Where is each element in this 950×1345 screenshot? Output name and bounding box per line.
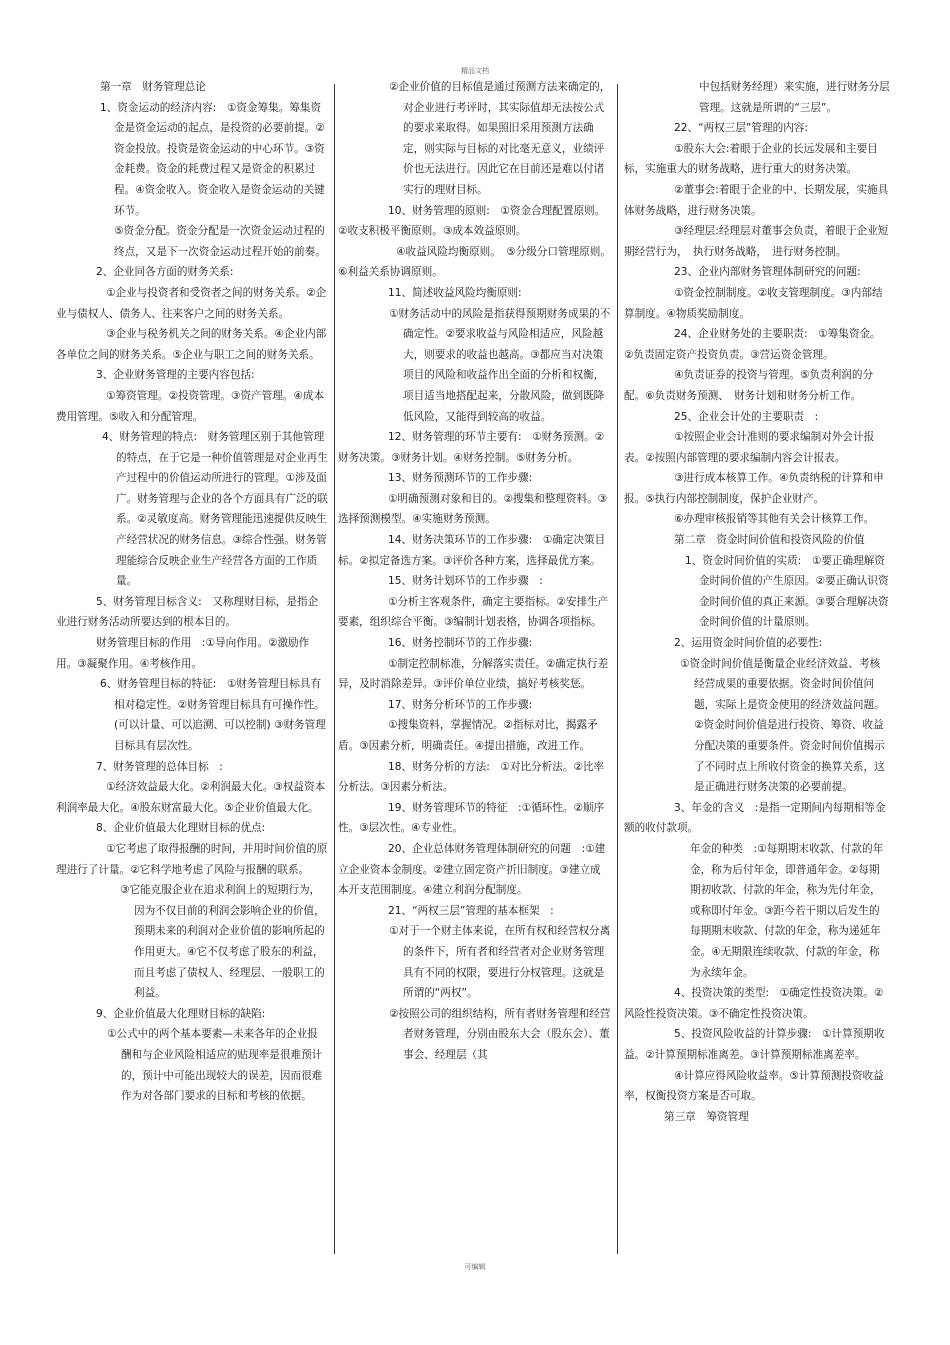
section-heading: 21、“两权三层”管理的基本框架 : xyxy=(388,904,554,917)
column-1 xyxy=(56,77,331,1107)
paragraph: 12、财务管理的环节主要有: ①财务预测。②财务决策。③财务计划。④财务控制。⑤财务分析。 xyxy=(338,431,605,464)
paragraph: ①公式中的两个基本要素—未来各年的企业报酬和与企业风险相适应的贴现率是很难预计的，预计中可能出现较大的误差，因而很难作为对各部门要求的目标和考核的依据。 xyxy=(107,1028,323,1103)
paragraph: ①资金时间价值是衡量企业经济效益、考核经营成果的重要依据。资金时间价值问题，实际上是资金使用的经济效益问题。②资金时间价值是进行投资、筹资、收益分配决策的重要条件。资金时间价值揭示了不同时点上所收付资金的换算关系，这是正确进行财务决策的必要前提。 xyxy=(680,657,885,794)
column-divider xyxy=(617,84,618,1254)
paragraph: ①制定控制标准，分解落实责任。②确定执行差异，及时消除差异。③评价单位业绩，搞好考核奖惩。 xyxy=(338,657,609,691)
page-footer: 可编辑 xyxy=(464,1263,486,1271)
paragraph: ①经济效益最大化。②利润最大化。③权益资本利润率最大化。④股东财富最大化。⑤企业价值最大化。 xyxy=(56,781,326,814)
paragraph: ①按照企业会计准则的要求编制对外会计报表。②按照内部管理的要求编制内容会计报表。 xyxy=(624,431,875,464)
section-heading: 13、财务预测环节的工作步骤: xyxy=(388,472,533,485)
paragraph: ②企业价值的目标值是通过预测方法来确定的，对企业进行考评时，其实际值却无法按公式的要求来取得。如果照旧采用预测方法确定，则实际与目标的对比毫无意义，业绩评价也无法进行。因此它在目前还是难以付诸实行的理财目标。 xyxy=(389,81,611,196)
chapter-title: 第一章 财务管理总论 xyxy=(100,81,206,93)
paragraph: 中包括财务经理）来实施，进行财务分层管理。这就是所谓的“三层”。 xyxy=(699,81,890,114)
paragraph: ③它能克服企业在追求利润上的短期行为，因为不仅目前的利润会影响企业的价值，预期未来的利润对企业价值的影响所起的作用更大。④它不仅考虑了股东的利益，而且考虑了债权人、经理层、一般职工的利益。 xyxy=(120,884,325,1000)
paragraph: ③进行成本核算工作。④负责纳税的计算和申报。⑤执行内部控制制度，保护企业财产。 xyxy=(624,472,884,505)
paragraph: 5、投资风险收益的计算步骤: ①计算预期收益。②计算预期标准离差。③计算预期标准离差率。 xyxy=(624,1028,885,1061)
paragraph: 10、财务管理的原则: ①资金合理配置原则。②收支积极平衡原则。③成本效益原则。 xyxy=(338,204,606,238)
paragraph: 6、财务管理目标的特征: ①财务管理目标具有相对稳定性。②财务管理目标具有可操作性。 (可以计量、可以追溯、可以控制) ③财务管理目标具有层次性。 xyxy=(100,678,331,752)
paragraph: ④负责证券的投资与管理。⑤负责利润的分配。⑥负责财务预测、 财务计划和财务分析工作。 xyxy=(624,369,874,402)
paragraph: ①它考虑了取得报酬的时间，并用时间价值的原理进行了计量。②它科学地考虑了风险与报酬的联系。 xyxy=(56,842,328,876)
paragraph: 20、企业总体财务管理体制研究的问题 :①建立企业资本金制度。②建立固定资产折旧制度。③建立成本开支范围制度。④建立利润分配制度。 xyxy=(338,842,606,897)
section-heading: 7、财务管理的总体目标 : xyxy=(96,760,223,773)
paragraph: 4、投资决策的类型: ①确定性投资决策。②风险性投资决策。③不确定性投资决策。 xyxy=(624,987,884,1020)
section-heading: 9、企业价值最大化理财目标的缺陷: xyxy=(96,1007,266,1020)
page-header: 精品文档 xyxy=(461,67,489,75)
paragraph: 1、资金时间价值的实质: ①要正确理解资金时间价值的产生原因。②要正确认识资金时间价值的真正来源。③要合理解决资金时间价值的计量原则。 xyxy=(685,554,889,629)
section-heading: 2、企业同各方面的财务关系: xyxy=(96,266,234,279)
column-2 xyxy=(338,77,611,1066)
paragraph: 年金的种类 :①每期期末收款、付款的年金，称为后付年金，即普通年金。②每期期初收款、付款的年金，称为先付年金，或称即付年金。③距今若干期以后发生的每期期末收款、付款的年金，称为递延年金。④无期限连续收款、付款的年金，称为永续年金。 xyxy=(690,842,884,979)
section-heading: 17、财务分析环节的工作步骤: xyxy=(388,698,533,711)
paragraph: ③企业与税务机关之间的财务关系。④企业内部各单位之间的财务关系。⑤企业与职工之间的财务关系。 xyxy=(56,328,327,361)
column-3 xyxy=(624,77,890,1127)
paragraph: 3、年金的含义 :是指一定期间内每期相等金额的收付款项。 xyxy=(624,801,886,835)
paragraph: 18、财务分析的方法: ①对比分析法。②比率分析法。③因素分析法。 xyxy=(338,760,605,794)
chapter-title: 第三章 筹资管理 xyxy=(664,1110,749,1123)
paragraph: 24、企业财务处的主要职责: ①筹集资金。②负责固定资产投资负责。③营运资金管理。 xyxy=(624,328,881,361)
section-heading: 3、企业财务管理的主要内容包括: xyxy=(96,369,255,382)
paragraph: ⑥办理审核报销等其他有关会计核算工作。 xyxy=(674,513,875,526)
paragraph: ①对于一个财主体来说，在所有权和经营权分离的条件下，所有者和经营者对企业财务管理具有不同的权限，要进行分权管理。这就是所谓的“两权”。 xyxy=(389,925,611,1000)
paragraph: ①搜集资料，掌握情况。②指标对比，揭露矛盾。③因素分析，明确责任。④提出措施，改进工作。 xyxy=(338,719,598,752)
paragraph: ①明确预测对象和目的。②搜集和整理资料。③选择预测模型。④实施财务预测。 xyxy=(338,492,608,526)
chapter-title: 第二章 资金时间价值和投资风险的价值 xyxy=(674,534,865,547)
section-heading: 8、企业价值最大化理财目标的优点: xyxy=(96,822,266,835)
paragraph: ②按照公司的组织结构，所有者财务管理和经营者财务管理，分别由股东大会（股东会）、董事会、经理层（其 xyxy=(389,1007,611,1061)
section-heading: 15、财务计划环节的工作步骤 : xyxy=(388,575,543,588)
paragraph: ①企业与投资者和受资者之间的财务关系。②企业与债权人、债务人、往来客户之间的财务关系。 xyxy=(56,286,327,320)
paragraph: ①分析主客观条件，确定主要指标。②安排生产要素，组织综合平衡。③编制计划表格，协调各项指标。 xyxy=(338,595,609,629)
section-heading: 11、简述收益风险均衡原则: xyxy=(388,286,522,299)
paragraph: 5、财务管理目标含义: 又称理财目标，是指企业进行财务活动所要达到的根本目的。 xyxy=(56,595,319,629)
paragraph: 财务管理目标的作用 :①导向作用。②激励作用。③凝聚作用。④考核作用。 xyxy=(56,637,310,670)
paragraph: ⑤资金分配。资金分配是一次资金运动过程的终点，又是下一次资金运动过程开始的前奏。 xyxy=(114,225,326,258)
paragraph: 4、财务管理的特点: 财务管理区别于其他管理的特点，在于它是一种价值管理是对企业再生产过程中的价值运动所进行的管理。①涉及面广。财务管理与企业的各个方面具有广泛的联系。②灵敏度高。财务管理能迅速提供反映生产经营状况的财务信息。③综合性强。财务管理能综合反映企业生产经营各方面的工作质量。 xyxy=(102,431,328,588)
paragraph: ③经理层:经理层对董事会负责，着眼于企业短期经营行为， 执行财务战略， 进行财务控制。 xyxy=(624,225,889,258)
section-heading: 25、企业会计处的主要职责 : xyxy=(674,410,819,423)
paragraph: 1、资金运动的经济内容: ①资金筹集。筹集资金是资金运动的起点，是投资的必要前提。②资金投放。投资是资金运动的中心环节。③资金耗费。资金的耗费过程又是资金的积累过程。④资金收入。资金收入是资金运动的关键环节。 xyxy=(100,101,325,217)
section-heading: 16、财务控制环节的工作步骤: xyxy=(388,637,533,650)
paragraph: ①资金控制制度。②收支管理制度。③内部结算制度。④物质奖励制度。 xyxy=(624,286,883,320)
paragraph: ②董事会:着眼于企业的中、长期发展，实施具体财务战略，进行财务决策。 xyxy=(624,183,889,217)
section-heading: 23、企业内部财务管理体制研究的问题: xyxy=(674,266,861,279)
paragraph: 19、财务管理环节的特征 :①循环性。②顺序性。③层次性。④专业性。 xyxy=(338,801,605,835)
paragraph: ①筹资管理。②投资管理。③资产管理。④成本费用管理。⑤收入和分配管理。 xyxy=(56,389,325,423)
section-heading: 22、“两权三层”管理的内容: xyxy=(674,122,808,135)
paragraph: ①财务活动中的风险是指获得预期财务成果的不确定性。②要求收益与风险相适应，风险越大，则要求的收益也越高。③都应当对决策项目的风险和收益作出全面的分析和权衡，项目适当地搭配起来，分散风险，做到既降低风险，又能得到较高的收益。 xyxy=(389,307,611,423)
section-heading: 2、运用资金时间价值的必要性: xyxy=(674,637,823,650)
paragraph: ④收益风险均衡原则。 ⑤分级分口管理原则。⑥利益关系协调原则。 xyxy=(338,245,611,279)
paragraph: ④计算应得风险收益率。⑤计算预测投资收益率，权衡投资方案是否可取。 xyxy=(624,1069,884,1103)
paragraph: 14、财务决策环节的工作步骤: ①确定决策目标。②拟定备选方案。③评价各种方案，选择最优方案。 xyxy=(338,534,606,567)
paragraph: ①股东大会:着眼于企业的长远发展和主要目标，实施重大的财务战略，进行重大的财务决策。 xyxy=(624,142,878,176)
column-divider xyxy=(334,84,335,1254)
